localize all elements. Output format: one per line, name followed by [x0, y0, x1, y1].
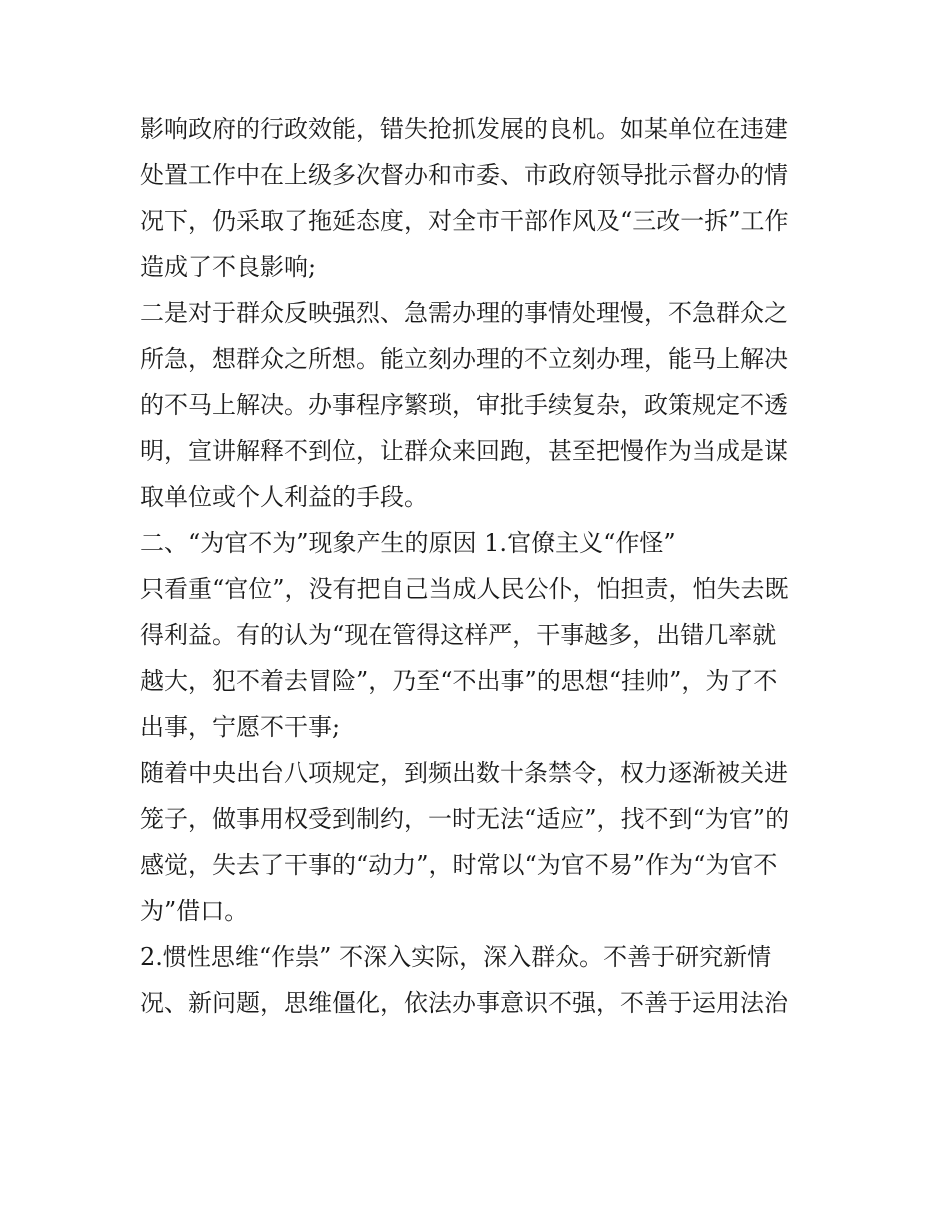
- text-line: 随着中央出台八项规定，到频出数十条禁令，权力逐渐被关进: [140, 759, 788, 787]
- text-line: 越大，犯不着去冒险”，乃至“不出事”的思想“挂帅”，为了不: [140, 667, 778, 695]
- text-line: 造成了不良影响;: [140, 253, 317, 281]
- text-line: 得利益。有的认为“现在管得这样严，干事越多，出错几率就: [140, 621, 777, 649]
- text-line: 为”借口。: [140, 897, 249, 925]
- text-line: 感觉，失去了干事的“动力”，时常以“为官不易”作为“为官不: [140, 851, 778, 879]
- text-line: 只看重“官位”，没有把自己当成人民公仆，怕担责，怕失去既: [140, 575, 789, 603]
- text-line: 笼子，做事用权受到制约，一时无法“适应”，找不到“为官”的: [140, 805, 790, 833]
- text-line: 所急，想群众之所想。能立刻办理的不立刻办理，能马上解决: [140, 345, 788, 373]
- section-heading: 二、“为官不为”现象产生的原因 1.官僚主义“作怪”: [140, 529, 676, 557]
- text-line: 处置工作中在上级多次督办和市委、市政府领导批示督办的情: [140, 161, 788, 189]
- text-line: 影响政府的行政效能，错失抢抓发展的良机。如某单位在违建: [140, 115, 788, 143]
- text-line: 出事，宁愿不干事;: [140, 713, 341, 741]
- text-line: 的不马上解决。办事程序繁琐，审批手续复杂，政策规定不透: [140, 391, 788, 419]
- text-line: 况、新问题，思维僵化，依法办事意识不强，不善于运用法治: [140, 989, 788, 1017]
- body-text: [140, 106, 820, 1026]
- text-line: 取单位或个人利益的手段。: [140, 483, 428, 511]
- text-line: 明，宣讲解释不到位，让群众来回跑，甚至把慢作为当成是谋: [140, 437, 788, 465]
- subsection-heading: 2.惯性思维“作祟” 不深入实际，深入群众。不善于研究新情: [140, 943, 772, 971]
- text-line: 况下，仍采取了拖延态度，对全市干部作风及“三改一拆”工作: [140, 207, 789, 235]
- text-line: 二是对于群众反映强烈、急需办理的事情处理慢，不急群众之: [140, 299, 788, 327]
